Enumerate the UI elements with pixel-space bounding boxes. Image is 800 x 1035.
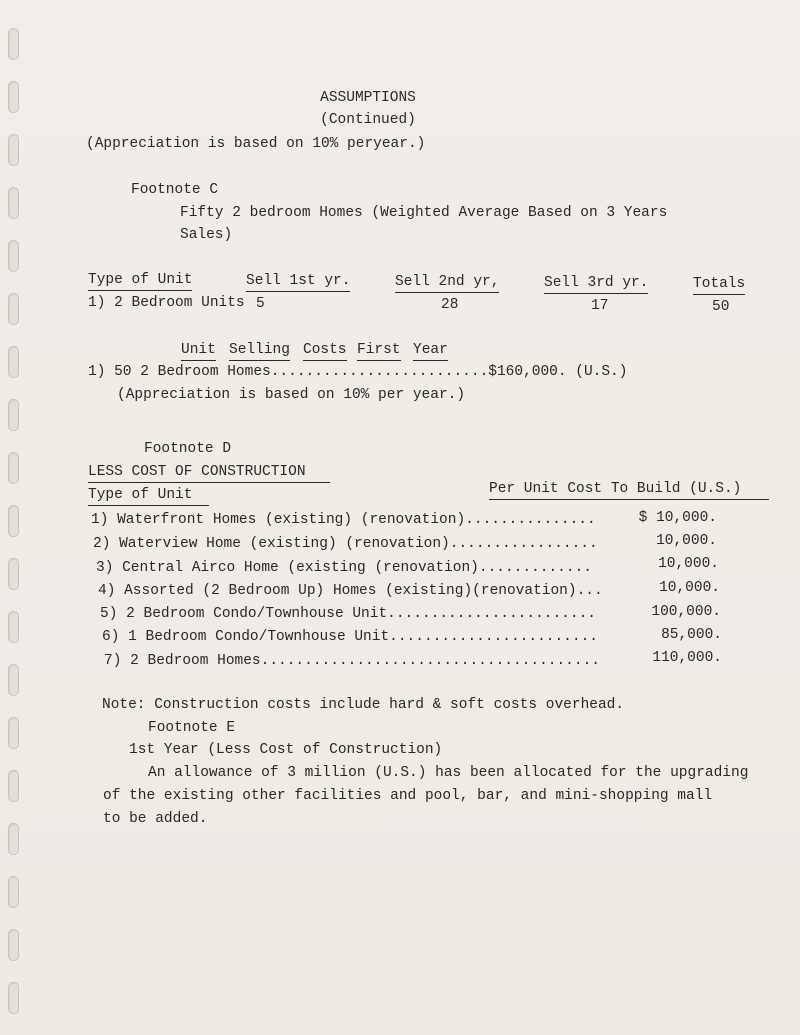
binder-hole xyxy=(8,505,19,537)
binder-hole xyxy=(8,558,19,590)
binder-hole xyxy=(8,611,19,643)
construction-row-text: 7) 2 Bedroom Homes....................................... xyxy=(104,653,600,669)
sales-header-type: Type of Unit xyxy=(88,273,192,291)
selling-costs-heading-word: Year xyxy=(413,343,448,361)
sales-row-total: 50 xyxy=(712,299,730,315)
selling-costs-heading-word: First xyxy=(357,343,401,361)
construction-col-cost-underline xyxy=(489,499,769,500)
binder-hole xyxy=(8,717,19,749)
binder-holes xyxy=(4,0,20,1035)
binder-hole xyxy=(8,452,19,484)
construction-heading-underline xyxy=(88,482,330,483)
binder-hole xyxy=(8,28,19,60)
construction-row-text: 4) Assorted (2 Bedroom Up) Homes (existing)(renovation)... xyxy=(98,583,603,599)
binder-hole xyxy=(8,770,19,802)
sales-header-yr2: Sell 2nd yr, xyxy=(395,275,499,293)
footnote-c-line1: Fifty 2 bedroom Homes (Weighted Average Based on 3 Years xyxy=(180,205,668,221)
sales-row-yr1: 5 xyxy=(256,296,265,312)
sales-row-unit: 1) 2 Bedroom Units xyxy=(88,295,245,311)
binder-hole xyxy=(8,823,19,855)
binder-hole xyxy=(8,293,19,325)
binder-hole xyxy=(8,929,19,961)
page-title: ASSUMPTIONS xyxy=(320,90,416,106)
construction-row-value: 10,000. xyxy=(656,533,717,549)
footnote-e-paragraph-line: of the existing other facilities and pool, bar, and mini-shopping mall xyxy=(103,788,713,804)
sales-row-yr3: 17 xyxy=(591,298,609,314)
construction-row-value: 10,000. xyxy=(659,580,720,596)
binder-hole xyxy=(8,664,19,696)
appreciation-note: (Appreciation is based on 10% peryear.) xyxy=(86,136,426,152)
sales-header-yr1: Sell 1st yr. xyxy=(246,274,350,292)
construction-row-text: 1) Waterfront Homes (existing) (renovation)............... xyxy=(91,512,596,528)
binder-hole xyxy=(8,81,19,113)
construction-row-value: 85,000. xyxy=(661,627,722,643)
construction-col-cost: Per Unit Cost To Build (U.S.) xyxy=(489,481,742,497)
binder-hole xyxy=(8,134,19,166)
sales-header-totals: Totals xyxy=(693,277,745,295)
selling-costs-line: 1) 50 2 Bedroom Homes.........................$160,000. (U.S.) xyxy=(88,364,628,380)
footnote-e-label: Footnote E xyxy=(148,720,236,736)
binder-hole xyxy=(8,399,19,431)
binder-hole xyxy=(8,346,19,378)
construction-row-value: 100,000. xyxy=(651,604,721,620)
footnote-d-label: Footnote D xyxy=(144,441,232,457)
construction-row-value: $ 10,000. xyxy=(638,510,717,526)
footnote-e-subtitle: 1st Year (Less Cost of Construction) xyxy=(129,742,443,758)
selling-costs-note: (Appreciation is based on 10% per year.) xyxy=(117,387,466,403)
footnote-c-line2: Sales) xyxy=(180,227,233,243)
binder-hole xyxy=(8,187,19,219)
sales-header-yr3: Sell 3rd yr. xyxy=(544,276,648,294)
construction-row-text: 2) Waterview Home (existing) (renovation)................. xyxy=(93,536,598,552)
binder-hole xyxy=(8,240,19,272)
sales-row-yr2: 28 xyxy=(441,297,459,313)
selling-costs-heading-word: Selling xyxy=(229,343,290,361)
selling-costs-heading-word: Unit xyxy=(181,343,216,361)
construction-col-type-underline xyxy=(88,505,209,506)
binder-hole xyxy=(8,982,19,1014)
page-subtitle: (Continued) xyxy=(320,112,416,128)
footnote-e-paragraph-line: to be added. xyxy=(103,811,208,827)
construction-col-type: Type of Unit xyxy=(88,487,193,503)
construction-row-value: 110,000. xyxy=(652,650,722,666)
construction-heading: LESS COST OF CONSTRUCTION xyxy=(88,464,306,480)
binder-hole xyxy=(8,876,19,908)
construction-row-value: 10,000. xyxy=(658,556,719,572)
construction-row-text: 3) Central Airco Home (existing (renovation)............. xyxy=(96,560,592,576)
footnote-c-label: Footnote C xyxy=(131,182,219,198)
construction-row-text: 6) 1 Bedroom Condo/Townhouse Unit........................ xyxy=(102,629,598,645)
footnote-e-paragraph-line: An allowance of 3 million (U.S.) has been allocated for the upgrading xyxy=(148,765,749,781)
construction-note: Note: Construction costs include hard & soft costs overhead. xyxy=(102,697,625,713)
selling-costs-heading-word: Costs xyxy=(303,343,347,361)
construction-row-text: 5) 2 Bedroom Condo/Townhouse Unit........................ xyxy=(100,606,596,622)
